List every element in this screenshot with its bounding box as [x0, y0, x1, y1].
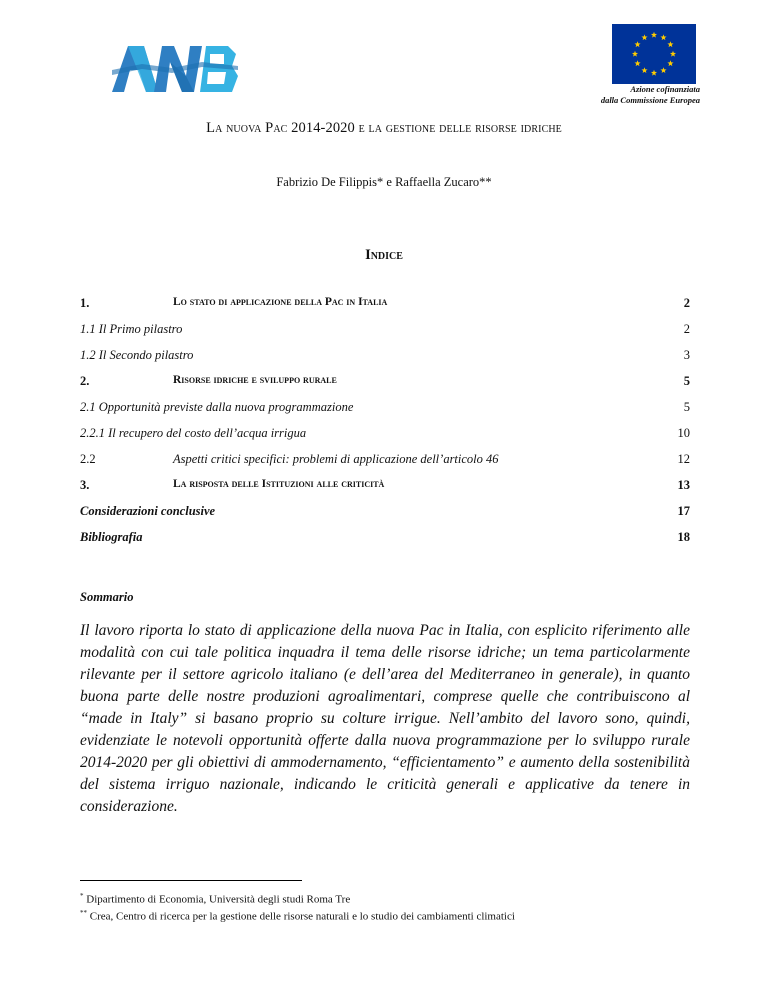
footnote-mark: **: [80, 909, 87, 917]
toc-page: 13: [677, 478, 690, 492]
toc-entry[interactable]: [80, 296, 690, 322]
eu-caption: [560, 84, 700, 106]
footnote-mark: *: [80, 892, 84, 900]
toc-entry[interactable]: [80, 426, 690, 452]
document-title: La nuova Pac 2014-2020 e la gestione delle risorse idriche: [206, 120, 562, 136]
toc-label: 1.2 Il Secondo pilastro: [80, 348, 194, 362]
toc-number: 3.: [80, 478, 90, 492]
eu-caption-line-2: dalla Commissione Europea: [600, 95, 700, 105]
toc-entry[interactable]: [80, 348, 690, 374]
authors: Fabrizio De Filippis* e Raffaella Zucaro**: [276, 175, 492, 189]
footnote-divider: [80, 880, 302, 881]
toc-entry[interactable]: [80, 374, 690, 400]
toc-page: 5: [683, 374, 690, 388]
toc-entry[interactable]: [80, 530, 690, 556]
eu-caption-line-1: Azione cofinanziata: [630, 84, 700, 94]
toc-page: 12: [677, 452, 690, 466]
footnote-text: Dipartimento di Economia, Università degli studi Roma Tre: [86, 893, 351, 906]
toc-number: 1.: [80, 296, 90, 310]
toc-label: Lo stato di applicazione della Pac in Italia: [173, 296, 388, 308]
toc-label: Considerazioni conclusive: [80, 504, 216, 518]
toc-label: La risposta delle Istituzioni alle criticità: [173, 478, 385, 490]
toc-entry[interactable]: [80, 400, 690, 426]
toc-number: 2.2: [80, 452, 96, 466]
toc-label: 2.1 Opportunità previste dalla nuova programmazione: [80, 400, 354, 414]
toc-page: 18: [677, 530, 690, 544]
footnote-2: [80, 909, 515, 923]
toc-label: 2.2.1 Il recupero del costo dell’acqua irrigua: [80, 426, 307, 440]
toc-number: 2.: [80, 374, 90, 388]
toc-page: 17: [677, 504, 690, 518]
footnote-text: Crea, Centro di ricerca per la gestione delle risorse naturali e lo studio dei cambiamenti climatici: [89, 910, 515, 923]
toc-page: 3: [683, 348, 690, 362]
abstract-heading: Sommario: [80, 590, 134, 604]
toc-label: Aspetti critici specifici: problemi di applicazione dell’articolo 46: [173, 452, 499, 466]
footnote-1: [80, 892, 350, 906]
toc-entry[interactable]: [80, 452, 690, 478]
abstract-text: Il lavoro riporta lo stato di applicazione della nuova Pac in Italia, con esplicito riferimento alle modalità con cui tale politica inquadra il tema delle risorse idriche; un tema particolarmente rilevante per il settore agricolo italiano (e dell’area del Mediterraneo in generale), in quanto buona parte delle nostre produzioni agroalimentari, comprese quelle che contribuiscono al “made in Italy” si basano proprio su colture irrigue. Nell’ambito del lavoro sono, quindi, evidenziate le notevoli opportunità offerte dalla nuova programmazione per lo sviluppo rurale 2014-2020 per gli obiettivi di ammodernamento, “efficientamento” e aumento della sostenibilità del sistema irriguo nazionale, indicando le criticità generali e applicative da tenere in considerazione.: [80, 622, 690, 815]
toc-entry[interactable]: [80, 504, 690, 530]
toc-label: 1.1 Il Primo pilastro: [80, 322, 183, 336]
toc-entry[interactable]: [80, 478, 690, 504]
index-title: Indice: [365, 247, 403, 263]
toc-page: 10: [677, 426, 690, 440]
toc-page: 2: [683, 322, 690, 336]
toc-entry[interactable]: [80, 322, 690, 348]
toc-page: 2: [683, 296, 690, 310]
anbi-logo: [112, 40, 242, 92]
table-of-contents: [80, 296, 690, 556]
eu-flag-icon: [612, 24, 696, 84]
toc-label: Risorse idriche e sviluppo rurale: [173, 374, 337, 386]
toc-label: Bibliografia: [80, 530, 143, 544]
toc-page: 5: [683, 400, 690, 414]
